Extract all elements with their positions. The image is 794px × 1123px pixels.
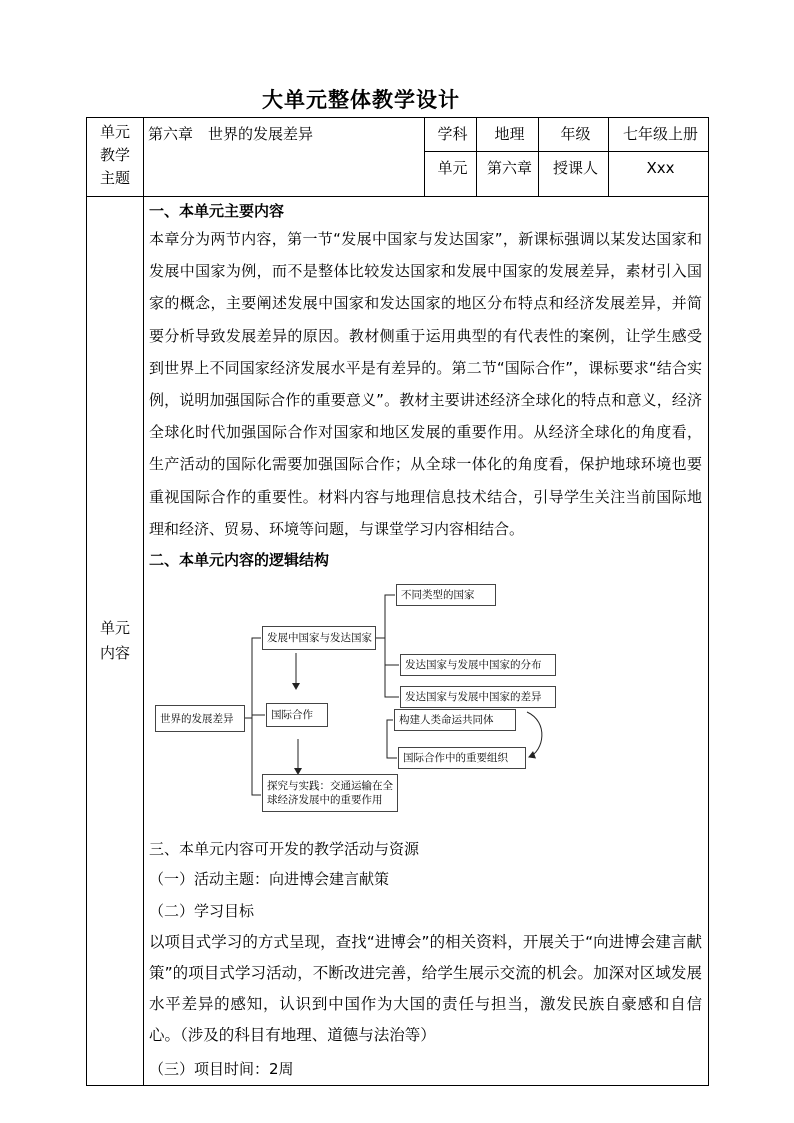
section2-title: 二、本单元内容的逻辑结构 [149,551,330,570]
unit-label: 单元 [425,152,477,197]
child-country-types: 不同类型的国家 [396,584,496,606]
unit-content-body [144,197,709,1086]
unit-value: 第六章 [477,152,539,197]
objective-text: 以项目式学习的方式呈现，查找“进博会”的相关资料，开展关于“向进博会建言献策”的项目式学习活动，不断改进完善，给学生展示交流的机会。加深对区域发展水平差异的感知，认识到中国作为大国的责任与担当，激发民族自豪感和自信心。（涉及的科目有地理、道德与法治等） [149,933,702,1045]
unit-theme-label: 单元 教学 主题 [87,118,144,197]
node-international-cooperation: 国际合作 [266,703,328,727]
unit-theme-value: 第六章 世界的发展差异 [144,118,425,197]
unit-content-label: 单元 内容 [87,197,144,1086]
section1-title: 一、本单元主要内容 [149,202,285,220]
section1-text: 本章分为两节内容，第一节“发展中国家与发达国家”，新课标强调以某发达国家和发展中国家为例，而不是整体比较发达国家和发展中国家的发展差异，素材引入国家的概念，主要阐述发展中国家和发达国家的地区分布特点和经济发展差异，并简要分析导致发展差异的原因。教材侧重于运用典型的有代表性的案例，让学生感受到世界上不同国家经济发展水平是有差异的。第二节“国际合作”，课标要求“结合实例，说明加强国际合作的重要意义”。教材主要讲述经济全球化的特点和意义，经济全球化时代加强国际合作对国家和地区发展的重要作用。从经济全球化的角度看，生产活动的国际化需要加强国际合作；从全球一体化的角度看，保护地球环境也要重视国际合作的重要性。材料内容与地理信息技术结合，引导学生关注当前国际地理和经济、贸易、环境等问题，与课堂学习内容相结合。 [149,230,702,538]
node-root: 世界的发展差异 [155,705,245,732]
child-differences: 发达国家与发展中国家的差异 [400,686,556,708]
subject-label: 学科 [425,118,477,152]
child-distribution: 发达国家与发展中国家的分布 [400,654,556,676]
child-community-shared-future: 构建人类命运共同体 [394,709,516,731]
teacher-label: 授课人 [539,152,609,197]
child-international-organizations: 国际合作中的重要组织 [398,747,526,769]
teacher-value: Xxx [609,152,709,197]
lesson-design-table [86,117,709,1086]
subject-value: 地理 [477,118,539,152]
grade-value: 七年级上册 [609,118,709,152]
grade-label: 年级 [539,118,609,152]
node-developed-developing: 发展中国家与发达国家 [262,626,376,650]
logic-structure-diagram [149,576,629,814]
document-title: 大单元整体教学设计 [262,88,460,112]
section3-title: 三、本单元内容可开发的教学活动与资源 [149,840,420,859]
project-duration: （三）项目时间：2周 [149,1060,294,1079]
node-explore-practice: 探究与实践：交通运输在全 球经济发展中的重要作用 [262,774,398,812]
activity-theme: （一）活动主题：向进博会建言献策 [149,870,390,889]
objective-title: （二）学习目标 [149,902,255,921]
